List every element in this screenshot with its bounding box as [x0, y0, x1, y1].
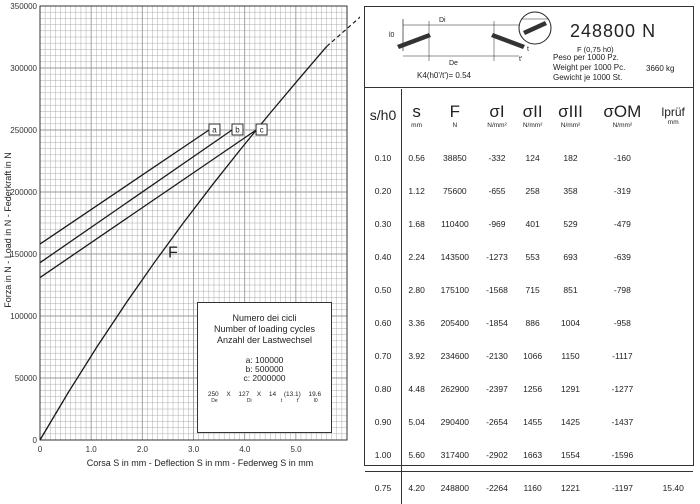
table-cell: -479	[591, 207, 653, 240]
y-tick-label: 350000	[10, 2, 37, 11]
weight-label-en: Weight per 1000 Pc.	[553, 63, 625, 72]
table-cell: 0.50	[365, 273, 402, 306]
table-row	[365, 174, 693, 207]
table-cell: 1.12	[402, 174, 432, 207]
header-l-pruef: lprüf mm	[653, 89, 693, 141]
header-s-over-h0: s/h0	[365, 89, 402, 141]
x-tick-label: 1.0	[86, 445, 98, 454]
table-cell: 0.60	[365, 306, 402, 339]
dim-value: X	[257, 391, 261, 398]
table-cell: 258	[516, 174, 550, 207]
table-row	[365, 306, 693, 339]
legend-title-de: Anzahl der Lastwechsel	[198, 335, 331, 346]
y-axis-label: Forza in N - Load in N - Federkraft in N	[3, 152, 13, 308]
dim-symbol: De	[211, 398, 217, 404]
table-cell: 0.70	[365, 339, 402, 372]
y-tick-label: 150000	[10, 250, 37, 259]
dim-value: 14	[269, 391, 276, 398]
table-cell: 1004	[550, 306, 592, 339]
table-footer-cell: 15.40	[653, 472, 693, 504]
table-cell: 110400	[431, 207, 478, 240]
header-sigma-3: σIII N/mm²	[550, 89, 592, 141]
weight-value: 3660 kg	[646, 64, 674, 73]
dim-value: 250	[208, 391, 219, 398]
table-cell: 0.80	[365, 372, 402, 405]
table-row	[365, 141, 693, 174]
header-sigma-1: σI N/mm²	[479, 89, 516, 141]
header-sigma-2: σII N/mm²	[516, 89, 550, 141]
dim-label-de: De	[449, 60, 458, 67]
table-cell: 0.40	[365, 240, 402, 273]
table-cell: 182	[550, 141, 592, 174]
x-tick-label: 5.0	[290, 445, 302, 454]
table-cell: 3.36	[402, 306, 432, 339]
table-cell: 553	[516, 240, 550, 273]
table-cell: 262900	[431, 372, 478, 405]
table-cell: -2130	[479, 339, 516, 372]
chart-annotations	[168, 124, 267, 262]
series-c-label: c	[260, 126, 264, 135]
table-cell: -1854	[479, 306, 516, 339]
dim-symbol: l0	[314, 398, 318, 404]
table-cell: 0.10	[365, 141, 402, 174]
table-cell	[653, 306, 693, 339]
table-cell: 3.92	[402, 339, 432, 372]
table-cell: 5.60	[402, 438, 432, 472]
table-cell	[653, 174, 693, 207]
legend-title-en: Number of loading cycles	[198, 324, 331, 335]
spring-data-panel	[364, 6, 694, 466]
table-cell: -332	[479, 141, 516, 174]
table-cell: 124	[516, 141, 550, 174]
table-cell: -958	[591, 306, 653, 339]
table-cell: 4.48	[402, 372, 432, 405]
table-cell: -2654	[479, 405, 516, 438]
table-footer-cell: 4.20	[402, 472, 432, 504]
spring-force-condition: F (0,75 h0)	[577, 45, 614, 54]
table-cell: -969	[479, 207, 516, 240]
x-tick-label: 4.0	[239, 445, 251, 454]
table-cell	[653, 372, 693, 405]
y-tick-label: 300000	[10, 64, 37, 73]
table-cell: 234600	[431, 339, 478, 372]
table-cell: 851	[550, 273, 592, 306]
dim-value: (13.1)	[284, 391, 301, 398]
table-cell: 1.68	[402, 207, 432, 240]
header-sigma-om: σOM N/mm²	[591, 89, 653, 141]
series-a-label: a	[212, 126, 217, 135]
table-cell	[653, 339, 693, 372]
table-cell: 175100	[431, 273, 478, 306]
table-cell: 1256	[516, 372, 550, 405]
table-cell: -639	[591, 240, 653, 273]
table-footer-cell: 1160	[516, 472, 550, 504]
series-c-line	[40, 130, 256, 278]
table-body	[365, 141, 693, 504]
table-cell: -319	[591, 174, 653, 207]
table-cell: 2.80	[402, 273, 432, 306]
table-cell: 143500	[431, 240, 478, 273]
legend-cycle-a: a: 100000	[198, 356, 331, 365]
table-row	[365, 339, 693, 372]
k4-formula: K4(h0'/t')= 0.54	[417, 71, 471, 80]
table-cell	[653, 405, 693, 438]
table-footer-cell: -1197	[591, 472, 653, 504]
table-cell: 1455	[516, 405, 550, 438]
table-cell	[653, 207, 693, 240]
table-cell: 529	[550, 207, 592, 240]
table-footer-cell: 248800	[431, 472, 478, 504]
dim-label-t: t	[527, 46, 529, 53]
table-cell: -1437	[591, 405, 653, 438]
dim-symbol: t'	[297, 398, 299, 404]
weight-label-it: Peso per 1000 Pz.	[553, 53, 619, 62]
legend-dimension-symbols	[198, 398, 331, 404]
legend-cycle-c: c: 2000000	[198, 374, 331, 383]
spring-header	[365, 7, 693, 88]
dim-label-t-prime: t'	[519, 56, 522, 63]
table-cell: -160	[591, 141, 653, 174]
x-tick-label: 3.0	[188, 445, 200, 454]
spring-force: 248800 N	[570, 21, 656, 42]
legend-dimensions	[198, 391, 331, 398]
x-tick-label: 2.0	[137, 445, 149, 454]
table-cell	[653, 141, 693, 174]
table-row	[365, 240, 693, 273]
table-cell	[653, 273, 693, 306]
cycles-legend	[197, 302, 332, 433]
table-cell: -798	[591, 273, 653, 306]
table-cell: 317400	[431, 438, 478, 472]
series-f-label: F	[168, 245, 178, 262]
table-row	[365, 438, 693, 472]
x-tick-label: 0	[38, 445, 43, 454]
table-cell: 1663	[516, 438, 550, 472]
table-cell: -1568	[479, 273, 516, 306]
table-row	[365, 273, 693, 306]
dim-symbol: Di	[247, 398, 252, 404]
table-row	[365, 372, 693, 405]
table-cell: 0.90	[365, 405, 402, 438]
table-cell: 1.00	[365, 438, 402, 472]
table-cell: 401	[516, 207, 550, 240]
table-cell: 38850	[431, 141, 478, 174]
table-cell: 1291	[550, 372, 592, 405]
table-cell: 358	[550, 174, 592, 207]
table-cell: 1554	[550, 438, 592, 472]
table-footer-row	[365, 472, 693, 504]
y-tick-label: 100000	[10, 312, 37, 321]
table-cell: 1150	[550, 339, 592, 372]
header-s: s mm	[402, 89, 432, 141]
table-cell: 2.24	[402, 240, 432, 273]
table-cell: 693	[550, 240, 592, 273]
spring-detail-icon	[515, 9, 555, 47]
table-cell: 886	[516, 306, 550, 339]
table-header-row	[365, 89, 693, 141]
table-cell: 1425	[550, 405, 592, 438]
y-tick-label: 0	[33, 436, 38, 445]
table-cell: -1596	[591, 438, 653, 472]
table-cell: -655	[479, 174, 516, 207]
table-footer-cell: 0.75	[365, 472, 402, 504]
table-cell: 205400	[431, 306, 478, 339]
table-cell: 1066	[516, 339, 550, 372]
y-tick-label: 50000	[15, 374, 38, 383]
table-row	[365, 207, 693, 240]
table-row	[365, 405, 693, 438]
dim-symbol: t	[281, 398, 282, 404]
y-tick-label: 250000	[10, 126, 37, 135]
series-a-line	[40, 130, 209, 244]
table-cell: 75600	[431, 174, 478, 207]
spring-data-table	[365, 89, 693, 504]
table-cell: -1273	[479, 240, 516, 273]
table-cell: 290400	[431, 405, 478, 438]
series-b-label: b	[235, 126, 240, 135]
table-cell: -2902	[479, 438, 516, 472]
table-cell: -2397	[479, 372, 516, 405]
header-f: F N	[431, 89, 478, 141]
table-cell: -1277	[591, 372, 653, 405]
legend-title-it: Numero dei cicli	[198, 313, 331, 324]
dim-label-l0: l0	[389, 32, 395, 39]
legend-cycle-b: b: 500000	[198, 365, 331, 374]
dim-value: X	[226, 391, 230, 398]
table-cell: 0.30	[365, 207, 402, 240]
dim-value: 127	[238, 391, 249, 398]
dim-label-di: Di	[439, 17, 446, 24]
table-cell	[653, 438, 693, 472]
dim-value: 19.6	[308, 391, 321, 398]
table-cell: 5.04	[402, 405, 432, 438]
table-footer-cell: -2264	[479, 472, 516, 504]
table-cell	[653, 240, 693, 273]
x-axis-label: Corsa S in mm - Deflection S in mm - Federweg S in mm	[87, 458, 314, 468]
table-cell: 0.20	[365, 174, 402, 207]
weight-label-de: Gewicht je 1000 St.	[553, 73, 622, 82]
y-tick-label: 200000	[10, 188, 37, 197]
table-cell: 0.56	[402, 141, 432, 174]
table-footer-cell: 1221	[550, 472, 592, 504]
table-cell: -1117	[591, 339, 653, 372]
table-cell: 715	[516, 273, 550, 306]
